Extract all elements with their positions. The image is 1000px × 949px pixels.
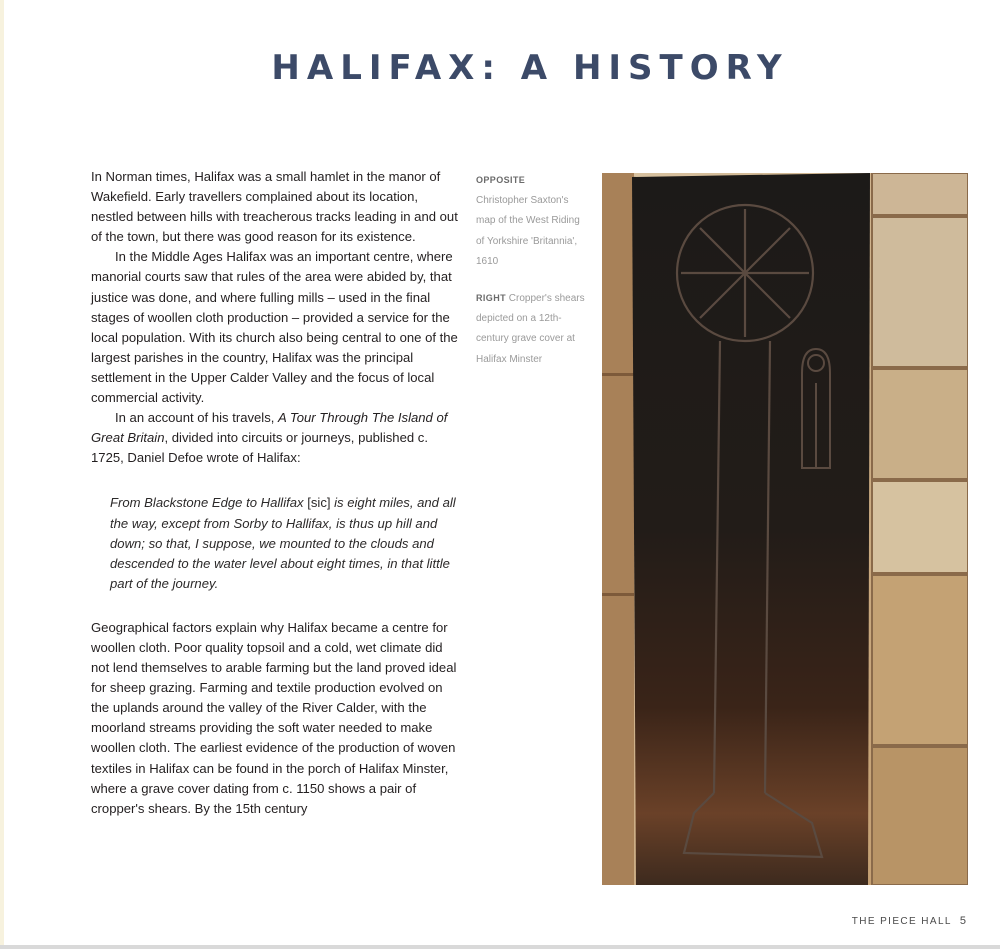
page-number: 5 [959,915,966,927]
defoe-quote [110,493,461,593]
page-footer [852,915,966,927]
quote-sic: [sic] [307,495,331,511]
paragraph-3-intro: In an account of his travels, [115,410,279,426]
paragraph-3 [91,408,461,468]
paragraph-1: In Norman times, Halifax was a small hamlet in the manor of Wakefield. Early travellers complained about its location, nestled between hills with treacherous tracks leading in and out of the town, but there was good reason for its existence. [91,169,458,245]
paragraph-4: Geographical factors explain why Halifax became a centre for woollen cloth. Poor quality topsoil and a cold, wet climate did not lend themselves to arable farming but the land proved ideal for sheep grazing. Farming and textile production evolved on the uplands around the valley of the River Calder, with the moorland streams providing the soft water needed to make woollen cloth. The earliest evidence of the production of woven textiles in Halifax can be found in the porch of Halifax Minster, where a grave cover dating from c. 1150 shows a pair of cropper's shears. By the 15th century [91,619,457,816]
caption-opposite-text: Christopher Saxton's map of the West Riding of Yorkshire 'Britannia', 1610 [476,195,580,267]
grave-cover-photo [602,173,968,885]
body-text [91,167,461,819]
paragraph-3-rest: , divided into circuits or journeys, published c. 1725, Daniel Defoe wrote of Halifax: [91,430,428,466]
book-title: A Tour Through The Island of Great Britain [91,410,448,446]
quote-start: From Blackstone Edge to Hallifax [110,495,308,511]
caption-right [476,288,586,370]
stone-blocks [872,173,968,885]
page-edge [0,0,4,949]
page-title: HALIFAX: A HISTORY [271,48,789,88]
paragraph-2: In the Middle Ages Halifax was an important centre, where manorial courts saw that rules of the area were abided by, that justice was done, and where fulling mills – used in the final stages of woollen cloth production – provided a service for the local population. With its church also being central to one of the largest parishes in the country, Halifax was the principal settlement in the Upper Calder Valley and the focus of local commercial activity. [91,249,458,406]
caption-opposite [476,170,586,272]
captions [476,170,586,386]
caption-right-text: Cropper's shears depicted on a 12th-century grave cover at Halifax Minster [476,293,585,365]
caption-opposite-label: OPPOSITE [476,175,526,185]
caption-right-label: RIGHT [476,293,506,304]
publication-name: THE PIECE HALL [851,916,952,927]
bottom-rule [0,945,1000,949]
quote-rest: is eight miles, and all the way, except from Sorby to Hallifax, is thus up hill and down; so that, I suppose, we mounted to the clouds and descended to the water level about eight times, in that little part of the journey. [110,495,456,591]
left-wall-strip [602,173,634,885]
grave-cover-illustration [602,173,968,885]
